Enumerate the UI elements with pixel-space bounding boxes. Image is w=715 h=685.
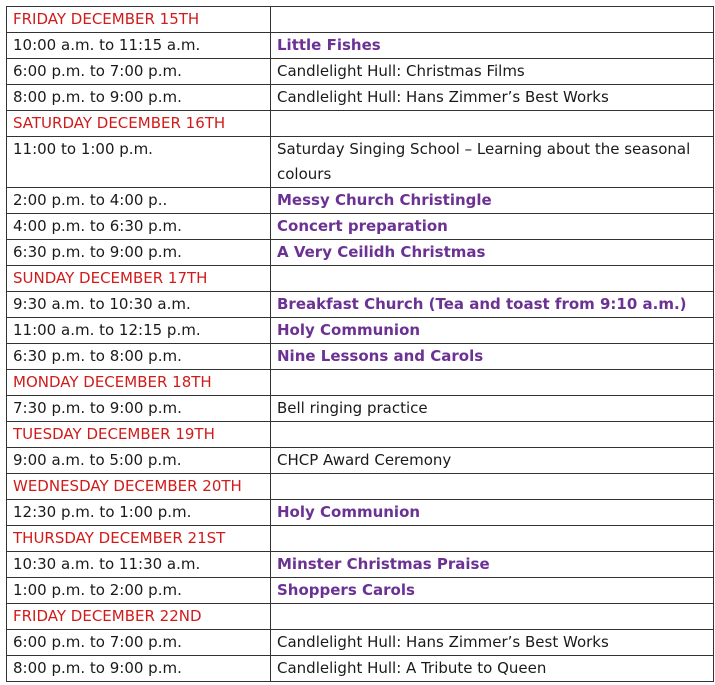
event-row (7, 630, 714, 656)
event-time: 4:00 p.m. to 6:30 p.m. (7, 214, 271, 240)
event-time: 11:00 a.m. to 12:15 p.m. (7, 318, 271, 344)
event-link[interactable]: Messy Church Christingle (271, 188, 714, 214)
day-header-row (7, 370, 714, 396)
event-time: 10:00 a.m. to 11:15 a.m. (7, 33, 271, 59)
empty-cell (271, 7, 714, 33)
day-header: FRIDAY DECEMBER 15TH (7, 7, 271, 33)
event-link[interactable]: A Very Ceilidh Christmas (271, 240, 714, 266)
day-header-row (7, 266, 714, 292)
empty-cell (271, 266, 714, 292)
schedule-body (7, 7, 714, 682)
day-header: FRIDAY DECEMBER 22ND (7, 604, 271, 630)
day-header-row (7, 422, 714, 448)
event-time: 1:00 p.m. to 2:00 p.m. (7, 578, 271, 604)
event-title: Saturday Singing School – Learning about the seasonal colours (271, 137, 714, 188)
event-row (7, 240, 714, 266)
event-row (7, 85, 714, 111)
day-header: MONDAY DECEMBER 18TH (7, 370, 271, 396)
event-title: Candlelight Hull: Hans Zimmer’s Best Works (271, 85, 714, 111)
event-time: 7:30 p.m. to 9:00 p.m. (7, 396, 271, 422)
event-link[interactable]: Concert preparation (271, 214, 714, 240)
event-time: 8:00 p.m. to 9:00 p.m. (7, 656, 271, 682)
event-time: 6:30 p.m. to 8:00 p.m. (7, 344, 271, 370)
event-title: Candlelight Hull: Christmas Films (271, 59, 714, 85)
event-row (7, 137, 714, 188)
day-header-row (7, 526, 714, 552)
day-header: SUNDAY DECEMBER 17TH (7, 266, 271, 292)
event-row (7, 318, 714, 344)
event-link[interactable]: Minster Christmas Praise (271, 552, 714, 578)
event-time: 2:00 p.m. to 4:00 p.. (7, 188, 271, 214)
event-time: 11:00 to 1:00 p.m. (7, 137, 271, 188)
event-row (7, 59, 714, 85)
event-link[interactable]: Little Fishes (271, 33, 714, 59)
day-header-row (7, 7, 714, 33)
day-header: THURSDAY DECEMBER 21ST (7, 526, 271, 552)
event-link[interactable]: Holy Communion (271, 500, 714, 526)
event-row (7, 656, 714, 682)
event-time: 9:00 a.m. to 5:00 p.m. (7, 448, 271, 474)
event-row (7, 448, 714, 474)
event-time: 6:30 p.m. to 9:00 p.m. (7, 240, 271, 266)
day-header: SATURDAY DECEMBER 16TH (7, 111, 271, 137)
event-link[interactable]: Nine Lessons and Carols (271, 344, 714, 370)
event-row (7, 214, 714, 240)
event-title: CHCP Award Ceremony (271, 448, 714, 474)
event-title: Candlelight Hull: Hans Zimmer’s Best Works (271, 630, 714, 656)
event-row (7, 33, 714, 59)
event-link[interactable]: Breakfast Church (Tea and toast from 9:10 a.m.) (271, 292, 714, 318)
empty-cell (271, 111, 714, 137)
event-row (7, 344, 714, 370)
event-time: 6:00 p.m. to 7:00 p.m. (7, 59, 271, 85)
event-link[interactable]: Holy Communion (271, 318, 714, 344)
empty-cell (271, 422, 714, 448)
events-schedule-table (6, 6, 714, 682)
day-header: TUESDAY DECEMBER 19TH (7, 422, 271, 448)
empty-cell (271, 604, 714, 630)
day-header-row (7, 111, 714, 137)
event-row (7, 396, 714, 422)
event-row (7, 578, 714, 604)
day-header: WEDNESDAY DECEMBER 20TH (7, 474, 271, 500)
event-row (7, 552, 714, 578)
event-row (7, 500, 714, 526)
event-time: 8:00 p.m. to 9:00 p.m. (7, 85, 271, 111)
event-title: Candlelight Hull: A Tribute to Queen (271, 656, 714, 682)
event-time: 10:30 a.m. to 11:30 a.m. (7, 552, 271, 578)
day-header-row (7, 474, 714, 500)
event-time: 12:30 p.m. to 1:00 p.m. (7, 500, 271, 526)
event-time: 9:30 a.m. to 10:30 a.m. (7, 292, 271, 318)
empty-cell (271, 474, 714, 500)
event-title: Bell ringing practice (271, 396, 714, 422)
empty-cell (271, 526, 714, 552)
event-time: 6:00 p.m. to 7:00 p.m. (7, 630, 271, 656)
event-row (7, 188, 714, 214)
empty-cell (271, 370, 714, 396)
event-link[interactable]: Shoppers Carols (271, 578, 714, 604)
event-row (7, 292, 714, 318)
day-header-row (7, 604, 714, 630)
